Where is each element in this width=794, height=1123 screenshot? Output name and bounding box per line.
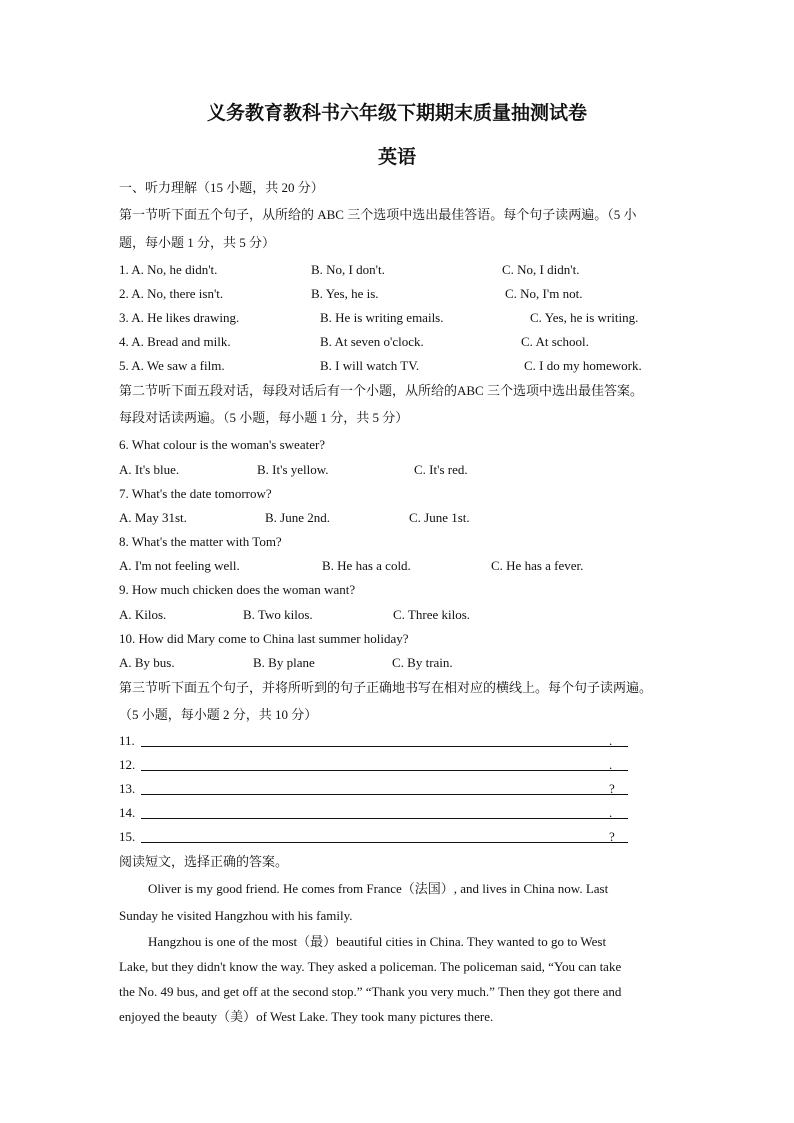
option-b: B. June 2nd. <box>265 510 330 525</box>
blank-end-mark: . <box>609 757 613 772</box>
blank-line[interactable] <box>141 818 628 819</box>
option-c: C. It's red. <box>414 462 468 477</box>
part2-instruction-line2: 每段对话读两遍。（5 小题，每小题 1 分，共 5 分） <box>119 410 409 425</box>
passage-p2-line2: Lake, but they didn't know the way. They asked a policeman. The policeman said, “You can take <box>119 959 622 974</box>
passage-p2-line1: Hangzhou is one of the most（最）beautiful cities in China. They wanted to go to West <box>148 934 607 949</box>
option-a: A. May 31st. <box>119 510 187 525</box>
option-b: B. By plane <box>253 655 315 670</box>
passage-p1-line1: Oliver is my good friend. He comes from France（法国）, and lives in China now. Last <box>148 881 609 896</box>
blank-number: 14. <box>119 805 136 820</box>
blank-end-mark: . <box>609 805 613 820</box>
question-stem: 10. How did Mary come to China last summer holiday? <box>119 631 409 646</box>
option-a: 2. A. No, there isn't. <box>119 286 224 301</box>
part3-instruction-line2: （5 小题，每小题 2 分，共 10 分） <box>119 707 318 722</box>
option-c: C. By train. <box>392 655 453 670</box>
option-a: A. Kilos. <box>119 607 167 622</box>
blank-line[interactable] <box>141 746 628 747</box>
option-c: C. No, I didn't. <box>502 262 580 277</box>
blank-end-mark: ? <box>609 829 615 844</box>
option-b: B. He has a cold. <box>322 558 411 573</box>
reading-instruction: 阅读短文，选择正确的答案。 <box>119 854 289 869</box>
answer-blank-14[interactable] <box>119 803 619 823</box>
passage-p2-line4: enjoyed the beauty（美）of West Lake. They took many pictures there. <box>119 1009 494 1024</box>
part3-instruction-line1: 第三节听下面五个句子，并将所听到的句子正确地书写在相对应的横线上。每个句子读两遍。 <box>119 680 653 695</box>
option-b: B. No, I don't. <box>311 262 385 277</box>
section-heading: 一、听力理解（15 小题，共 20 分） <box>119 180 324 195</box>
option-c: C. Yes, he is writing. <box>530 310 639 325</box>
subject-title: 英语 <box>377 147 416 168</box>
blank-end-mark: . <box>609 733 613 748</box>
blank-number: 12. <box>119 757 136 772</box>
answer-blank-11[interactable] <box>119 731 619 751</box>
blank-line[interactable] <box>141 842 628 843</box>
option-b: B. Two kilos. <box>243 607 313 622</box>
option-c: C. No, I'm not. <box>505 286 583 301</box>
answer-blank-15[interactable] <box>119 827 619 847</box>
option-b: B. At seven o'clock. <box>320 334 424 349</box>
blank-end-mark: ? <box>609 781 615 796</box>
blank-number: 15. <box>119 829 136 844</box>
option-c: C. Three kilos. <box>393 607 471 622</box>
answer-blank-12[interactable] <box>119 755 619 775</box>
option-c: C. At school. <box>521 334 589 349</box>
option-a: A. It's blue. <box>119 462 180 477</box>
blank-line[interactable] <box>141 770 628 771</box>
option-a: 5. A. We saw a film. <box>119 358 225 373</box>
part2-instruction-line1: 第二节听下面五段对话，每段对话后有一个小题，从所给的ABC 三个选项中选出最佳答案。 <box>119 383 643 398</box>
option-c: C. June 1st. <box>409 510 470 525</box>
question-stem: 8. What's the matter with Tom? <box>119 534 282 549</box>
option-a: 3. A. He likes drawing. <box>119 310 240 325</box>
blank-number: 11. <box>119 733 135 748</box>
option-b: B. He is writing emails. <box>320 310 444 325</box>
option-b: B. Yes, he is. <box>311 286 379 301</box>
passage-p2-line3: the No. 49 bus, and get off at the second stop.” “Thank you very much.” Then they got there and <box>119 984 622 999</box>
part1-instruction-line2: 题，每小题 1 分，共 5 分） <box>119 235 276 250</box>
option-b: B. It's yellow. <box>257 462 329 477</box>
answer-blank-13[interactable] <box>119 779 619 799</box>
blank-line[interactable] <box>141 794 628 795</box>
option-a: 1. A. No, he didn't. <box>119 262 218 277</box>
question-stem: 9. How much chicken does the woman want? <box>119 582 356 597</box>
part1-instruction-line1: 第一节听下面五个句子，从所给的 ABC 三个选项中选出最佳答语。每个句子读两遍。（5 小 <box>119 207 637 222</box>
option-a: A. By bus. <box>119 655 175 670</box>
passage-p1-line2: Sunday he visited Hangzhou with his family. <box>119 908 353 923</box>
option-a: 4. A. Bread and milk. <box>119 334 231 349</box>
option-c: C. I do my homework. <box>524 358 642 373</box>
question-stem: 6. What colour is the woman's sweater? <box>119 437 326 452</box>
blank-number: 13. <box>119 781 136 796</box>
option-a: A. I'm not feeling well. <box>119 558 240 573</box>
option-b: B. I will watch TV. <box>320 358 420 373</box>
question-stem: 7. What's the date tomorrow? <box>119 486 272 501</box>
page-title: 义务教育教科书六年级下期期末质量抽测试卷 <box>206 103 587 124</box>
option-c: C. He has a fever. <box>491 558 584 573</box>
